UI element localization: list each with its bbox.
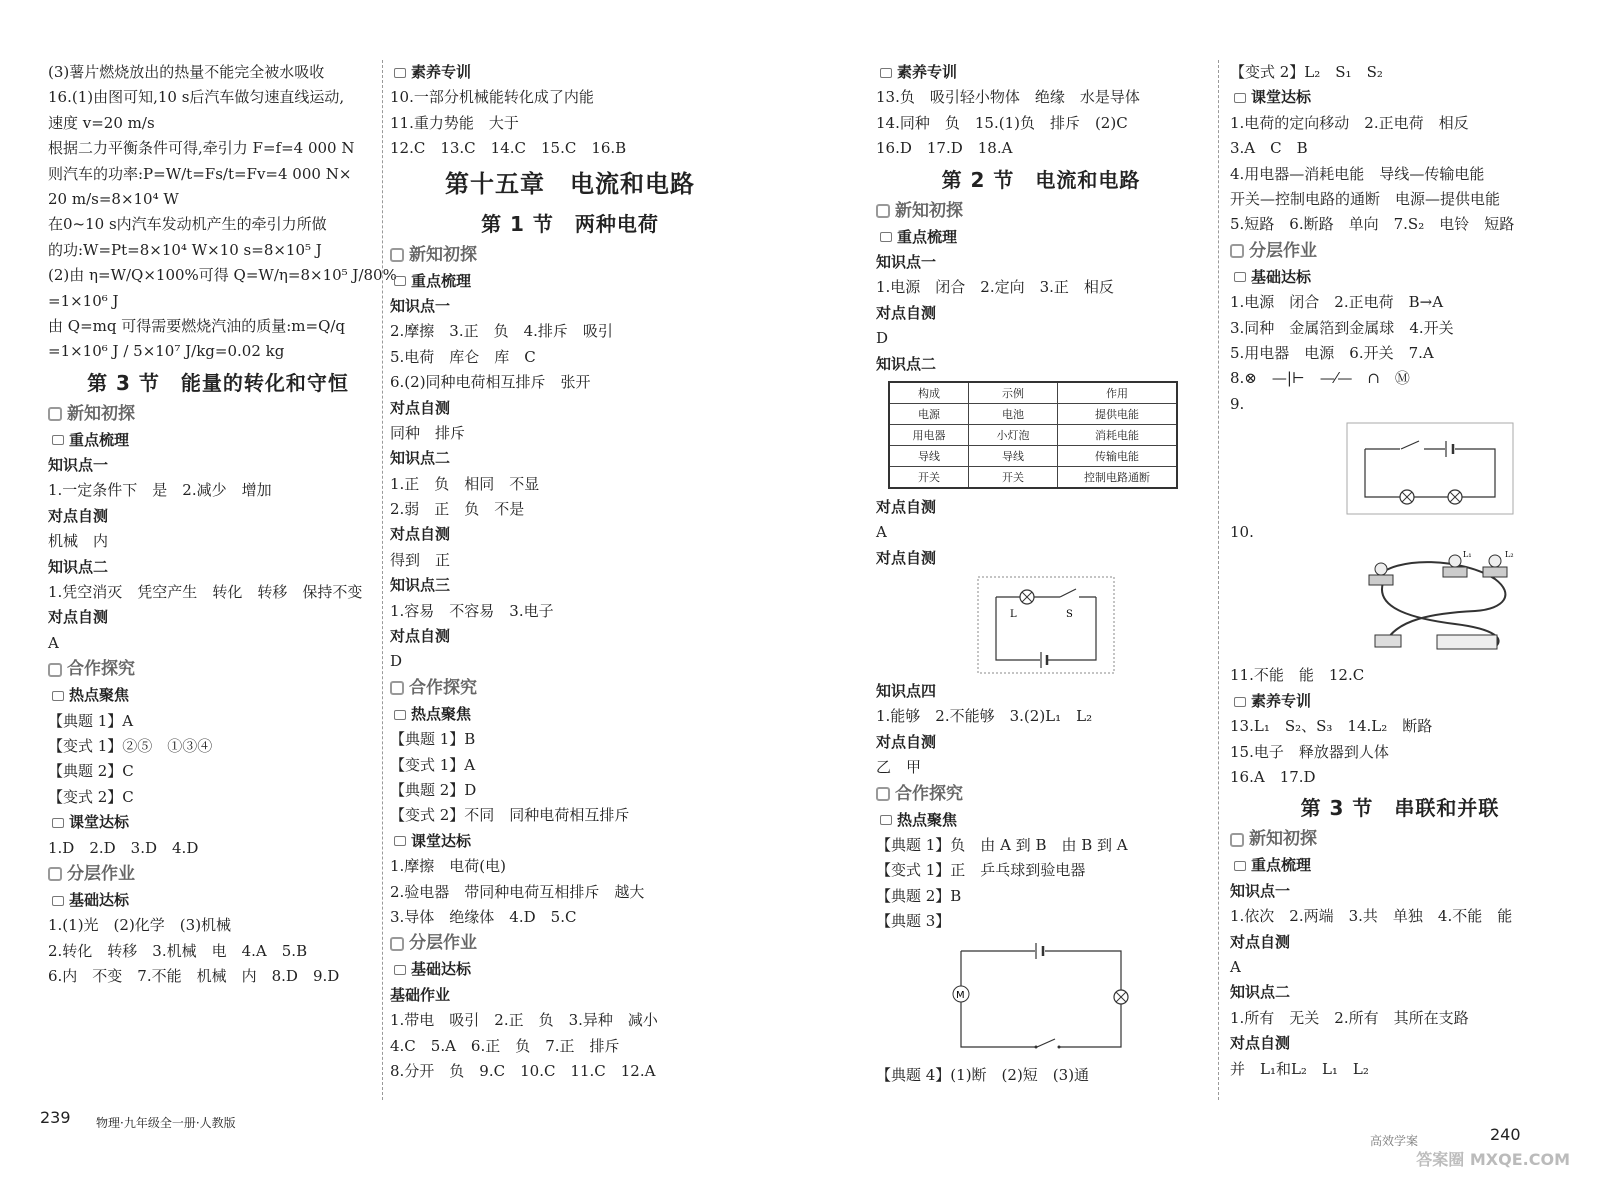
block-heading-text: 课堂达标 [69, 813, 130, 832]
book-icon [880, 232, 892, 242]
subheading: 知识点二 [876, 354, 937, 373]
book-icon [52, 691, 64, 701]
answer-line: 机械 内 [48, 532, 109, 551]
part-heading-text: 分层作业 [409, 933, 477, 954]
answer-line: 1.凭空消灭 凭空产生 转化 转移 保持不变 [48, 583, 363, 602]
block-heading [876, 225, 1206, 250]
table-cell: 消耗电能 [1058, 424, 1178, 445]
diagram-label: S [1066, 609, 1073, 621]
answer-line: 1.带电 吸引 2.正 负 3.异种 减小 [390, 1011, 658, 1030]
subheading: 对点自测 [390, 525, 451, 544]
answer-line: 2.弱 正 负 不是 [390, 500, 525, 519]
block-heading-text: 素养专训 [897, 63, 958, 81]
section-title: 第 3 节 能量的转化和守恒 [87, 370, 349, 395]
answer-line: 13.L₁ S₂、S₃ 14.L₂ 断路 [1230, 717, 1433, 736]
block-heading-text: 素养专训 [411, 63, 472, 81]
book-icon [52, 818, 64, 828]
answer-line: 【变式 1】②⑤ ①③④ [48, 736, 213, 755]
answer-line: 【变式 1】A [390, 755, 476, 774]
subheading: 知识点二 [48, 557, 109, 576]
subheading: 知识点二 [390, 449, 451, 468]
answer-line: 【典题 2】C [48, 762, 134, 781]
answer-line: 20 m/s=8×10⁴ W [48, 189, 179, 208]
answer-line: (3)薯片燃烧放出的热量不能完全被水吸收 [48, 63, 325, 81]
answer-line: 速度 v=20 m/s [48, 113, 155, 132]
answer-line: 【典题 2】B [876, 886, 962, 905]
part-heading-text: 分层作业 [67, 863, 135, 884]
svg-text:M: M [956, 989, 965, 1001]
block-heading [1230, 689, 1570, 714]
book-icon [1234, 272, 1246, 282]
subheading: 对点自测 [1230, 1034, 1291, 1053]
column-4 [1230, 60, 1570, 1082]
diagram-label: L₂ [1505, 550, 1514, 560]
circuit-diagram-a [886, 575, 1206, 675]
column-divider [1218, 60, 1219, 1100]
answer-line: 4.C 5.A 6.正 负 7.正 排斥 [390, 1036, 620, 1055]
part-heading-text: 合作探究 [409, 677, 477, 698]
answer-line: 2.摩擦 3.正 负 4.排斥 吸引 [390, 322, 613, 341]
block-heading [48, 888, 388, 913]
table-row [889, 403, 1177, 424]
table-cell: 传输电能 [1058, 445, 1178, 466]
subheading: 对点自测 [390, 398, 451, 417]
part-heading-text: 新知初探 [67, 403, 135, 424]
answer-line: 15.电子 释放器到人体 [1230, 742, 1389, 761]
block-heading-text: 热点聚焦 [897, 810, 958, 829]
answer-line: 1.一定条件下 是 2.减少 增加 [48, 481, 272, 500]
answer-line: 1.D 2.D 3.D 4.D [48, 838, 199, 857]
book-icon [394, 965, 406, 975]
table-cell: 用电器 [889, 424, 969, 445]
answer-line: 2.验电器 带同种电荷互相排斥 越大 [390, 882, 645, 901]
section-title: 第 2 节 电流和电路 [941, 167, 1141, 192]
answer-line: 开关—控制电路的通断 电源—提供电能 [1230, 189, 1501, 208]
answer-line: A [876, 523, 887, 542]
table-cell: 导线 [969, 445, 1058, 466]
table-cell: 提供电能 [1058, 403, 1178, 424]
block-heading [390, 702, 750, 727]
answer-line: A [48, 633, 59, 652]
block-heading-text: 热点聚焦 [69, 686, 130, 705]
answer-line: 13.负 吸引轻小物体 绝缘 水是导体 [876, 88, 1140, 107]
section-icon [48, 407, 62, 421]
section-icon [390, 681, 404, 695]
block-heading-text: 重点梳理 [1251, 856, 1312, 875]
table-header-cell: 构成 [889, 382, 969, 404]
part-heading-text: 新知初探 [1249, 829, 1317, 850]
answer-line: 1.容易 不容易 3.电子 [390, 601, 554, 620]
answer-line: 2.转化 转移 3.机械 电 4.A 5.B [48, 941, 308, 960]
part-heading [1230, 238, 1570, 265]
answer-line: 【变式 2】L₂ S₁ S₂ [1230, 63, 1383, 81]
page-number-right: 240 [1490, 1125, 1521, 1144]
table-row [889, 382, 1177, 404]
answer-line: 【变式 2】C [48, 787, 134, 806]
part-heading-text: 分层作业 [1249, 240, 1317, 261]
subheading: 基础作业 [390, 985, 451, 1004]
subheading: 知识点一 [876, 252, 937, 271]
answer-line: 5.电荷 库仑 库 C [390, 347, 536, 366]
table-row [889, 466, 1177, 488]
block-heading [48, 428, 388, 453]
part-heading [876, 781, 1206, 808]
block-heading [390, 957, 750, 982]
table-header-cell: 示例 [969, 382, 1058, 404]
book-icon [394, 276, 406, 286]
subheading: 对点自测 [1230, 932, 1291, 951]
answer-line: D [876, 329, 889, 348]
answer-line: 1.摩擦 电荷(电) [390, 857, 507, 876]
answer-line: 在0~10 s内汽车发动机产生的牵引力所做 [48, 215, 327, 234]
column-3 [876, 60, 1206, 1088]
answer-line: 6.(2)同种电荷相互排斥 张开 [390, 373, 591, 392]
section-icon [876, 787, 890, 801]
block-heading [876, 808, 1206, 833]
part-heading-text: 新知初探 [895, 200, 963, 221]
answer-line: 5.短路 6.断路 单向 7.S₂ 电铃 短路 [1230, 215, 1515, 234]
book-icon [1234, 93, 1246, 103]
section-icon [876, 204, 890, 218]
book-icon [1234, 861, 1246, 871]
part-heading [1230, 826, 1570, 853]
part-heading [48, 656, 388, 683]
answer-line: 10. [1230, 523, 1254, 542]
watermark-logo: 答案圈 MXQE.COM [1416, 1150, 1570, 1169]
block-heading [1230, 853, 1570, 878]
answer-line: =1×10⁶ J [48, 291, 119, 310]
part-heading [390, 242, 750, 269]
answer-line: 【变式 1】正 乒乓球到验电器 [876, 861, 1086, 880]
subheading: 对点自测 [876, 497, 937, 516]
answer-line: 16.D 17.D 18.A [876, 139, 1013, 158]
section-title: 第 3 节 串联和并联 [1300, 796, 1500, 821]
section-icon [1230, 244, 1244, 258]
answer-line: 3.A C B [1230, 139, 1308, 158]
book-icon [880, 815, 892, 825]
block-heading-text: 重点梳理 [69, 430, 130, 449]
answer-line: 1.电源 闭合 2.正电荷 B→A [1230, 293, 1444, 312]
answer-line: 乙 甲 [876, 758, 922, 777]
circuit-diagram-b [876, 939, 1206, 1059]
table-cell: 开关 [889, 466, 969, 488]
book-icon [394, 836, 406, 846]
block-heading-text: 基础达标 [411, 960, 472, 979]
section-icon [390, 937, 404, 951]
block-heading [876, 60, 1206, 85]
part-heading-text: 合作探究 [895, 783, 963, 804]
part-heading-text: 新知初探 [409, 244, 477, 265]
book-icon [52, 435, 64, 445]
answer-line: 1.能够 2.不能够 3.(2)L₁ L₂ [876, 707, 1093, 726]
subheading: 对点自测 [390, 627, 451, 646]
answer-line: 3.同种 金属箔到金属球 4.开关 [1230, 318, 1454, 337]
block-heading [48, 683, 388, 708]
answer-line: 【典题 1】负 由 A 到 B 由 B 到 A [876, 836, 1128, 855]
subheading: 对点自测 [48, 506, 109, 525]
answer-line: 【典题 1】A [48, 711, 134, 730]
answer-line: 4.用电器—消耗电能 导线—传输电能 [1230, 164, 1485, 183]
table-cell: 控制电路通断 [1058, 466, 1178, 488]
answer-line: 9. [1230, 394, 1245, 413]
answer-line: 由 Q=mq 可得需要燃烧汽油的质量:m=Q/q [48, 316, 346, 335]
part-heading [876, 198, 1206, 225]
block-heading [390, 60, 750, 85]
subheading: 对点自测 [876, 732, 937, 751]
section-icon [1230, 833, 1244, 847]
subheading: 对点自测 [876, 303, 937, 322]
table-cell: 开关 [969, 466, 1058, 488]
subheading: 知识点一 [390, 296, 451, 315]
book-icon [52, 896, 64, 906]
answer-line: 5.用电器 电源 6.开关 7.A [1230, 343, 1434, 362]
subheading: 知识点四 [876, 682, 937, 701]
block-heading-text: 素养专训 [1251, 691, 1312, 710]
block-heading [390, 269, 750, 294]
block-heading-text: 课堂达标 [411, 831, 472, 850]
part-heading [390, 675, 750, 702]
answer-line: 【变式 2】不同 同种电荷相互排斥 [390, 806, 630, 825]
part-heading [390, 930, 750, 957]
section-icon [48, 663, 62, 677]
table-header-cell: 作用 [1058, 382, 1178, 404]
section-title: 第 1 节 两种电荷 [481, 211, 659, 236]
diagram-label: L [1010, 609, 1017, 621]
answer-line: 1.正 负 相同 不显 [390, 474, 540, 493]
column-2 [390, 60, 750, 1084]
subheading: 知识点一 [48, 456, 109, 475]
answer-line: 8.分开 负 9.C 10.C 11.C 12.A [390, 1061, 656, 1080]
table-row [889, 424, 1177, 445]
answer-line: 则汽车的功率:P=W/t=Fs/t=Fv=4 000 N× [48, 164, 352, 183]
table-cell: 电源 [889, 403, 969, 424]
block-heading [48, 810, 388, 835]
subheading: 知识点二 [1230, 983, 1291, 1002]
block-heading-text: 基础达标 [69, 890, 130, 909]
table-row [889, 445, 1177, 466]
part-heading [48, 861, 388, 888]
subheading: 知识点一 [1230, 881, 1291, 900]
block-heading-text: 热点聚焦 [411, 704, 472, 723]
chapter-title: 第十五章 电流和电路 [445, 169, 695, 198]
answer-line: 16.A 17.D [1230, 768, 1316, 787]
block-heading [390, 829, 750, 854]
answer-line: 【典题 1】B [390, 730, 476, 749]
circuit-diagram-9 [1290, 421, 1570, 516]
answer-line: 10.一部分机械能转化成了内能 [390, 88, 594, 107]
answer-line: 11.重力势能 大于 [390, 113, 519, 132]
answer-line: A [1230, 957, 1241, 976]
subheading: 知识点三 [390, 576, 451, 595]
book-icon [1234, 697, 1246, 707]
answer-line: 【典题 4】(1)断 (2)短 (3)通 [876, 1065, 1090, 1084]
book-icon [394, 710, 406, 720]
part-heading-text: 合作探究 [67, 659, 135, 680]
section-icon [390, 248, 404, 262]
book-icon [880, 68, 892, 78]
table-cell: 导线 [889, 445, 969, 466]
footer-series: 高效学案 [1370, 1134, 1419, 1148]
answer-line: 12.C 13.C 14.C 15.C 16.B [390, 139, 627, 158]
answer-line: 16.(1)由图可知,10 s后汽车做匀速直线运动, [48, 88, 345, 107]
answer-line: 得到 正 [390, 550, 451, 569]
answer-line: 3.导体 绝缘体 4.D 5.C [390, 907, 577, 926]
answer-line: 1.依次 2.两端 3.共 单独 4.不能 能 [1230, 907, 1513, 926]
answer-line: D [390, 652, 403, 671]
answer-line: 1.电荷的定向移动 2.正电荷 相反 [1230, 113, 1469, 132]
block-heading [1230, 85, 1570, 110]
answer-line: 14.同种 负 15.(1)负 排斥 (2)C [876, 113, 1128, 132]
book-icon [394, 68, 406, 78]
answer-line: 根据二力平衡条件可得,牵引力 F=f=4 000 N [48, 139, 355, 158]
section-icon [48, 867, 62, 881]
subheading: 对点自测 [876, 548, 937, 567]
column-1 [48, 60, 397, 990]
answer-line: =1×10⁶ J / 5×10⁷ J/kg=0.02 kg [48, 342, 285, 361]
answer-line: 8.⊗ —|⊢ —⁄— ∩ Ⓜ [1230, 369, 1410, 388]
circuit-photo-10 [1310, 549, 1570, 659]
answer-line: 并 L₁和L₂ L₁ L₂ [1230, 1059, 1369, 1078]
answer-line: 6.内 不变 7.不能 机械 内 8.D 9.D [48, 967, 340, 986]
answer-line: (2)由 η=W/Q×100%可得 Q=W/η=8×10⁵ J/80% [48, 266, 397, 285]
answer-line: 【典题 3】 [876, 912, 951, 931]
table-cell: 小灯泡 [969, 424, 1058, 445]
block-heading [1230, 265, 1570, 290]
part-heading [48, 401, 388, 428]
diagram-label: L₁ [1463, 550, 1472, 560]
answer-line: 的功:W=Pt=8×10⁴ W×10 s=8×10⁵ J [48, 240, 322, 259]
answer-line: 【典题 2】D [390, 780, 477, 799]
subheading: 对点自测 [48, 608, 109, 627]
answer-line: 1.电源 闭合 2.定向 3.正 相反 [876, 278, 1114, 297]
page-number-left: 239 [40, 1108, 71, 1127]
block-heading-text: 课堂达标 [1251, 88, 1312, 107]
answer-line: 同种 排斥 [390, 423, 466, 442]
block-heading-text: 重点梳理 [411, 271, 472, 290]
block-heading-text: 重点梳理 [897, 227, 958, 246]
answer-line: 11.不能 能 12.C [1230, 666, 1365, 685]
table-cell: 电池 [969, 403, 1058, 424]
footer-book-title: 物理·九年级全一册·人教版 [96, 1116, 236, 1130]
answer-line: 1.(1)光 (2)化学 (3)机械 [48, 916, 232, 935]
answer-line: 1.所有 无关 2.所有 其所在支路 [1230, 1008, 1469, 1027]
block-heading-text: 基础达标 [1251, 267, 1312, 286]
circuit-components-table [888, 381, 1178, 489]
